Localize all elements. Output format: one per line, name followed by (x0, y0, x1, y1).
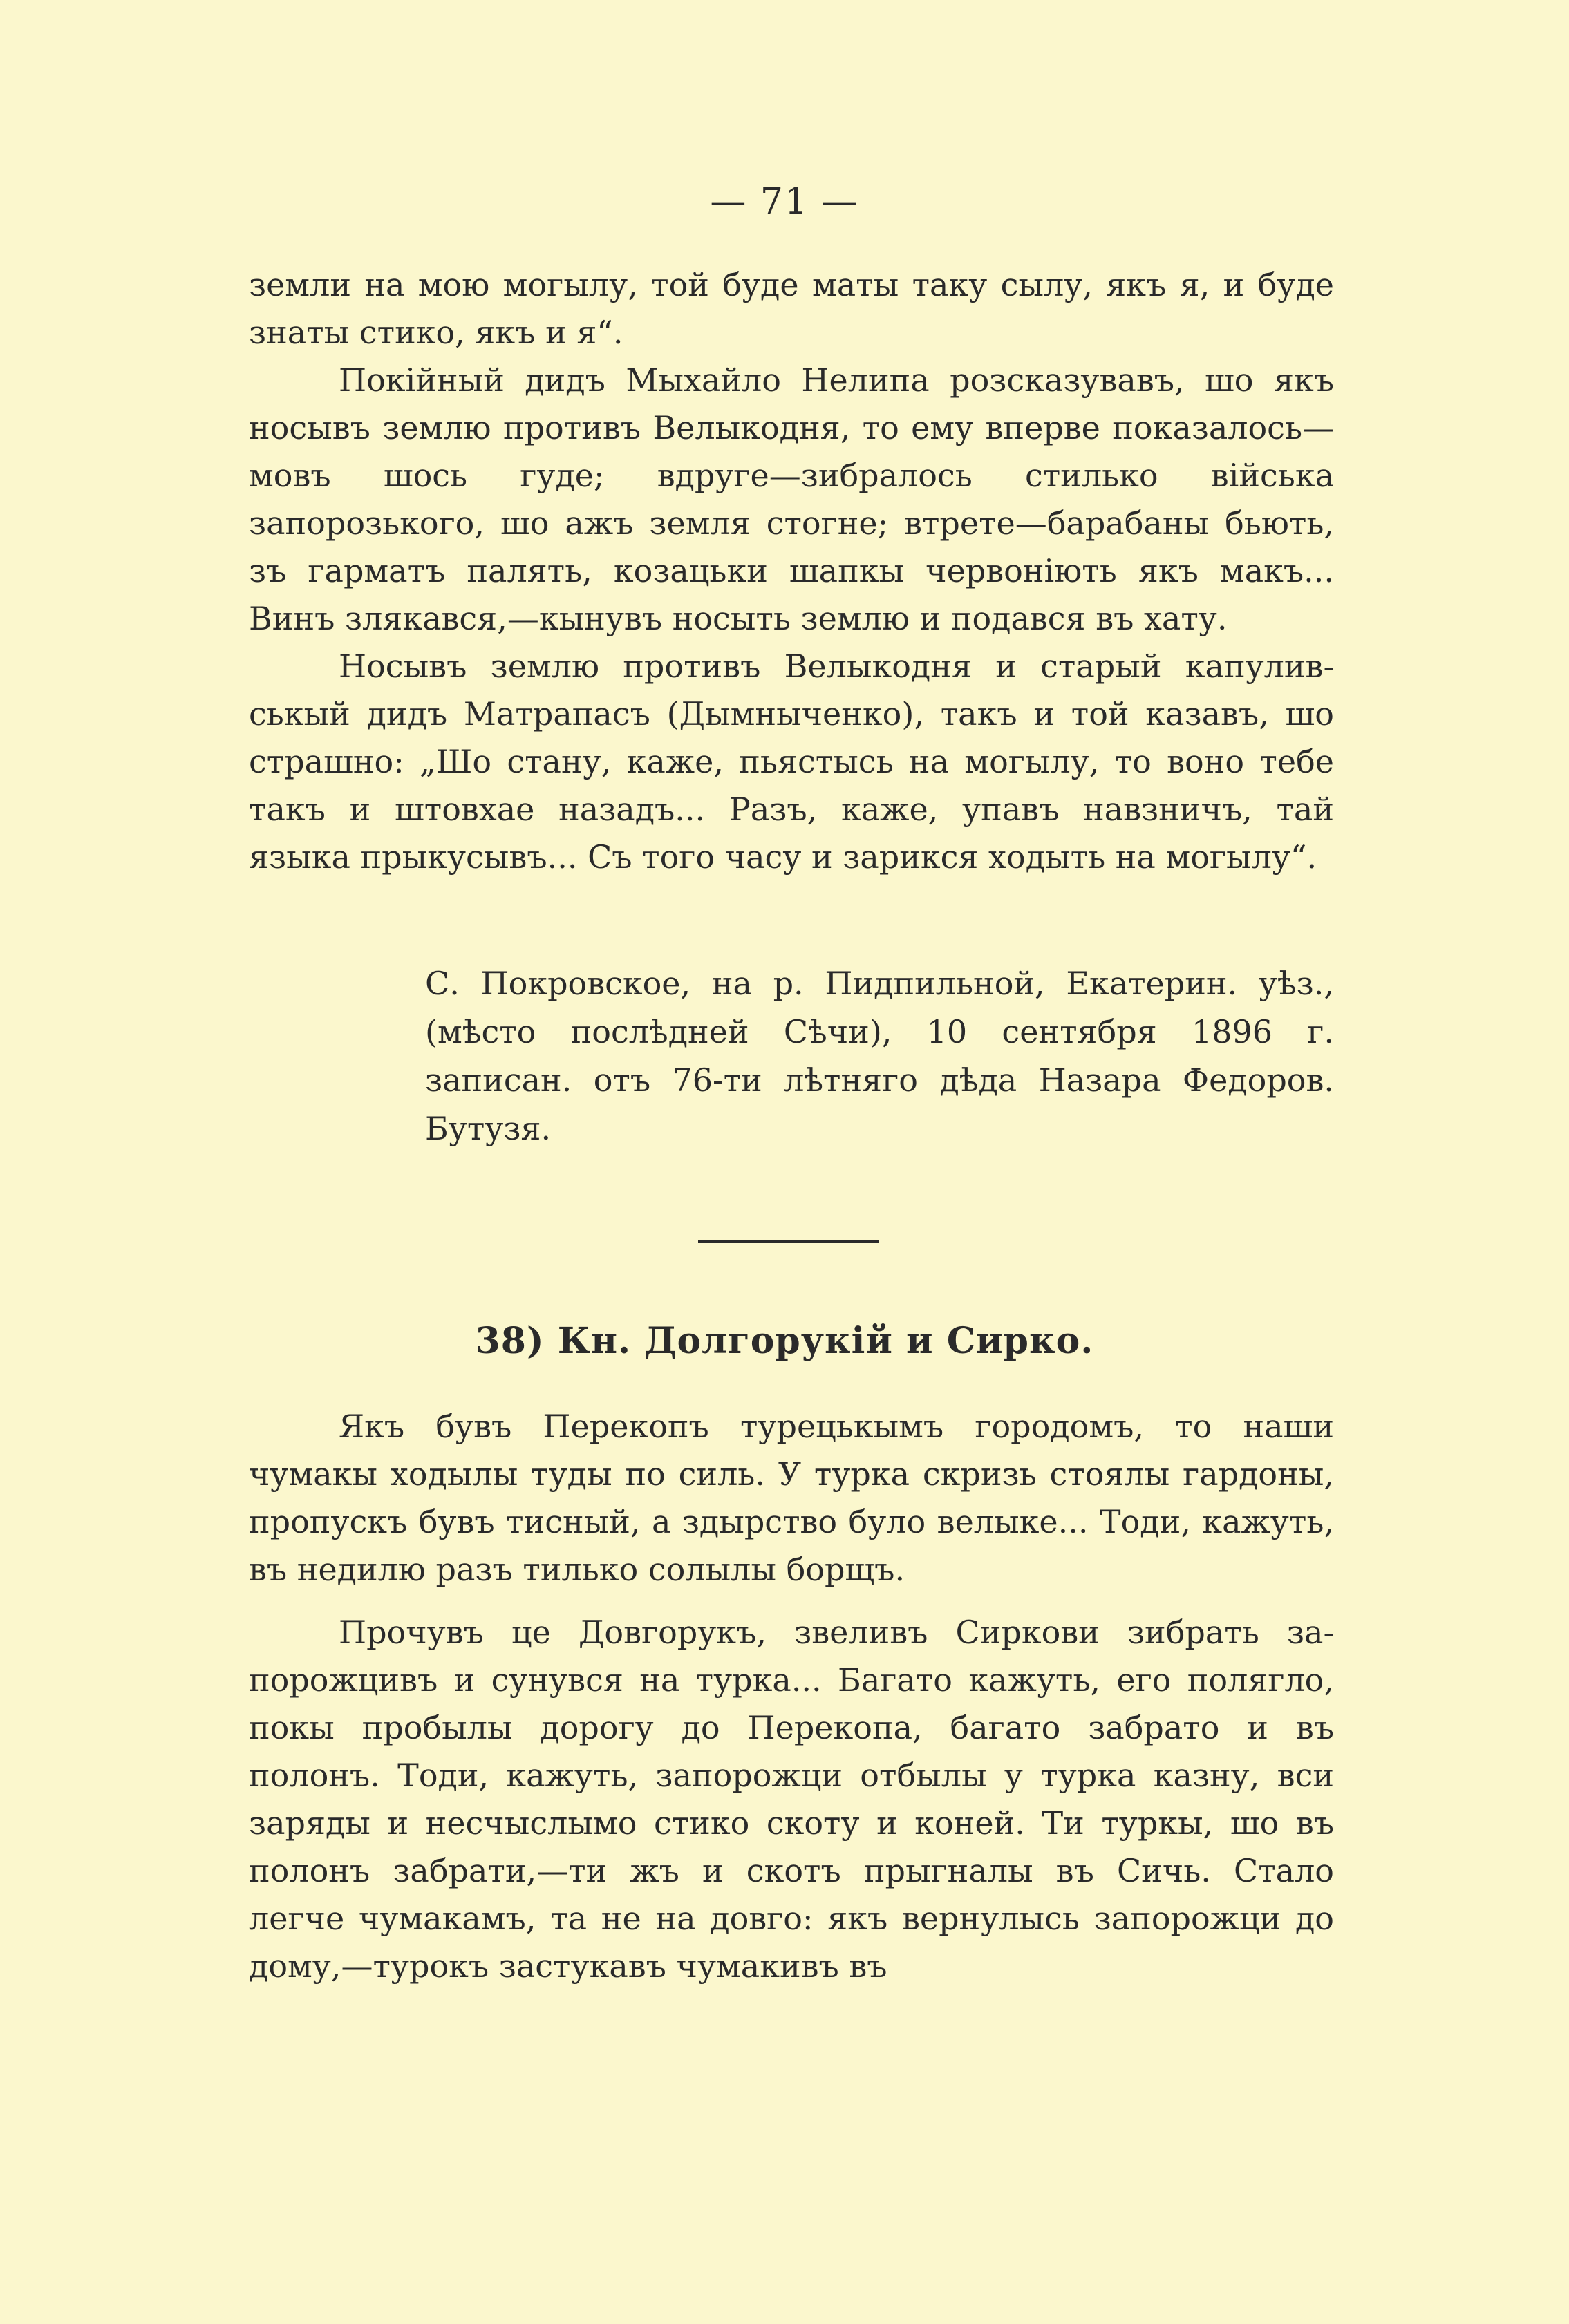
paragraph-continuation: земли на мою могылу, той буде маты таку сылу, якъ я, и буде знаты стико, якъ и я“. (249, 266, 1334, 351)
paragraph-dovgoruk: Прочувъ це Довгорукъ, звеливъ Сиркови зибрать запорожцивъ и сунувся на турка... Багато кажуть, его полягло, покы пробылы дорогу до Перекопа, багато забрато и въ полонъ. Тоди, кажуть, запорожци отбылы у турка казну, вси заряды и несчыслымо стико скоту и коней. Ти туркы, шо въ полонъ забрати,—ти жъ и скотъ прыгналы въ Сичь. Стало легче чумакамъ, та не на довго: якъ вернулысь запорожци до дому,—турокъ застукавъ чумакивъ въ (249, 1614, 1334, 1985)
paragraph-nelipa: Покiйный дидъ Мыхайло Нелипа розсказувавъ, шо якъ носывъ землю противъ Велыкодня, то ему вперве показалось—мовъ шось гуде; вдруге—зибралось стилько вiйська запорозького, шо ажъ земля стогне; втрете—барабаны бьють, зъ гарматъ палять, козацьки шапкы червонiють якъ макъ... Винъ злякався,—кынувъ носыть землю и подався въ хату. (249, 361, 1334, 637)
paragraph-matrapas: Носывъ землю противъ Велыкодня и старый капуливськый дидъ Матрапасъ (Дымныченко), такъ и той казавъ, шо страшно: „Шо стану, каже, пьястысь на могылу, то воно тебе такъ и штовхае назадъ... Разъ, каже, упавъ навзничъ, тай языка прыкусывъ... Съ того часу и зарикся ходыть на могылу“. (249, 648, 1334, 876)
attribution-text: С. Покровское, на р. Пидпильной, Екатерин. уѣз., (мѣсто послѣдней Сѣчи), 10 сентября 1896 г. записан. отъ 76-ти лѣтняго дѣда Назара Федоров. Бутузя. (425, 965, 1334, 1147)
section-title: 38) Кн. Долгорукiй и Сирко. (475, 1320, 1094, 1362)
text-block-top (249, 261, 1334, 881)
attribution-note (425, 959, 1334, 1153)
paragraph-perekop: Якъ бувъ Перекопъ турецькымъ городомъ, то наши чумакы ходылы туды по силь. У турка скризь стоялы гардоны, пропускъ бувъ тисный, а здырство було велыке... Тоди, кажуть, въ недилю разъ тилько солылы борщъ. (249, 1408, 1334, 1588)
page-number: — 71 — (710, 181, 859, 223)
text-block-bottom (249, 1403, 1334, 1990)
section-divider (698, 1240, 879, 1243)
